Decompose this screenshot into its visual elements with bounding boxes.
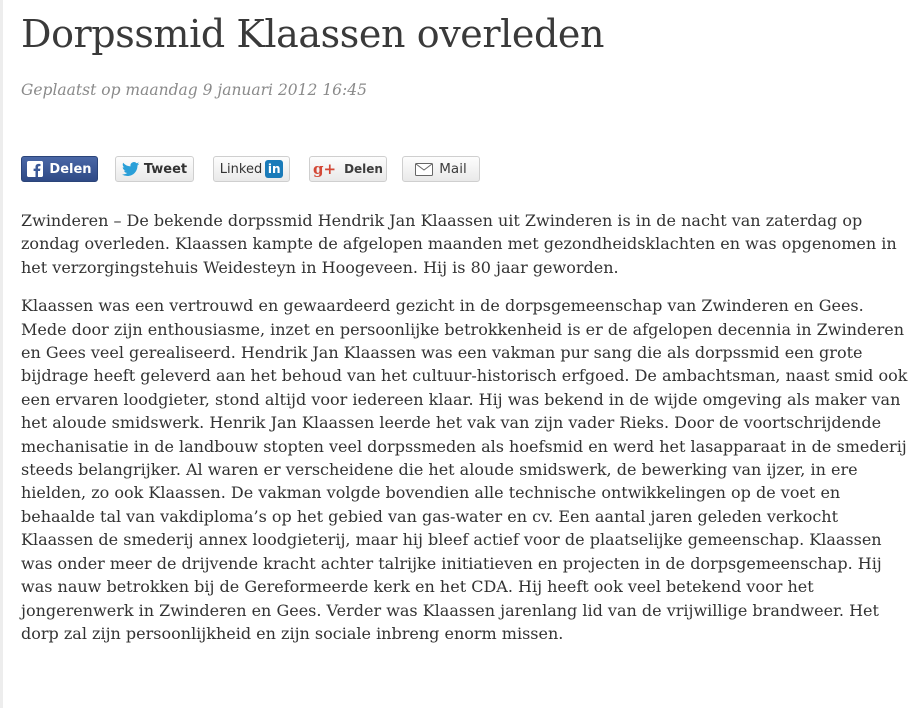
mail-share-label: Mail: [439, 161, 467, 177]
page-edge-rule: [0, 0, 3, 708]
linkedin-icon: in: [265, 160, 283, 178]
google-plus-share-button[interactable]: [309, 156, 387, 182]
envelope-icon: [415, 163, 433, 176]
facebook-share-button[interactable]: [21, 156, 98, 182]
article-title: Dorpssmid Klaassen overleden: [21, 12, 605, 56]
mail-share-button[interactable]: [402, 156, 480, 182]
article-meta: Geplaatst op maandag 9 januari 2012 16:45: [21, 81, 367, 99]
article-body: [21, 209, 913, 645]
article-paragraph: Zwinderen – De bekende dorpssmid Hendrik Jan Klaassen uit Zwinderen is in de nacht van zaterdag op zondag overleden. Klaassen kampte de afgelopen maanden met gezondheidsklachten en was opgenomen in het verzorgingstehuis Weidesteyn in Hoogeveen. Hij is 80 jaar geworden.: [21, 211, 897, 277]
facebook-share-label: Delen: [49, 161, 92, 177]
twitter-bird-icon: [122, 162, 140, 177]
linkedin-share-button[interactable]: [213, 156, 290, 182]
facebook-icon: [27, 161, 43, 177]
article-paragraph: Klaassen was een vertrouwd en gewaardeerd gezicht in de dorpsgemeenschap van Zwinderen en Gees. Mede door zijn enthousiasme, inzet en persoonlijke betrokkenheid is er de afgelopen decennia in Zwinderen en Gees veel gerealiseerd. Hendrik Jan Klaassen was een vakman pur sang die als dorpssmid een grote bijdrage heeft geleverd aan het behoud van het cultuur-historisch erfgoed. De ambachtsman, naast smid ook een ervaren loodgieter, stond altijd voor iedereen klaar. Hij was bekend in de wijde omgeving als maker van het aloude smidswerk. Henrik Jan Klaassen leerde het vak van zijn vader Rieks. Door de voortschrijdende mechanisatie in de landbouw stopten veel dorpssmeden als hoefsmid en werd het lasapparaat in de smederij steeds belangrijker. Al waren er verscheidene die het aloude smidswerk, de bewerking van ijzer, in ere hielden, zo ook Klaassen. De vakman volgde bovendien alle technische ontwikkelingen op de voet en behaalde tal van vakdiploma’s op het gebied van gas-water en cv. Een aantal jaren geleden verkocht Klaassen de smederij annex loodgieterij, maar hij bleef actief voor de plaatselijke gemeenschap. Klaassen was onder meer de drijvende kracht achter talrijke initiatieven en projecten in de dorpsgemeenschap. Hij was nauw betrokken bij de Gereformeerde kerk en het CDA. Hij heeft ook veel betekend voor het jongerenwerk in Zwinderen en Gees. Verder was Klaassen jarenlang lid van de vrijwillige brandweer. Het dorp zal zijn persoonlijkheid en zijn sociale inbreng enorm missen.: [21, 296, 908, 643]
twitter-tweet-label: Tweet: [143, 161, 188, 177]
google-plus-icon: g+: [313, 160, 337, 178]
linkedin-share-label: Linked: [219, 161, 263, 177]
google-plus-share-label: Delen: [344, 162, 383, 176]
twitter-tweet-button[interactable]: [115, 156, 194, 182]
